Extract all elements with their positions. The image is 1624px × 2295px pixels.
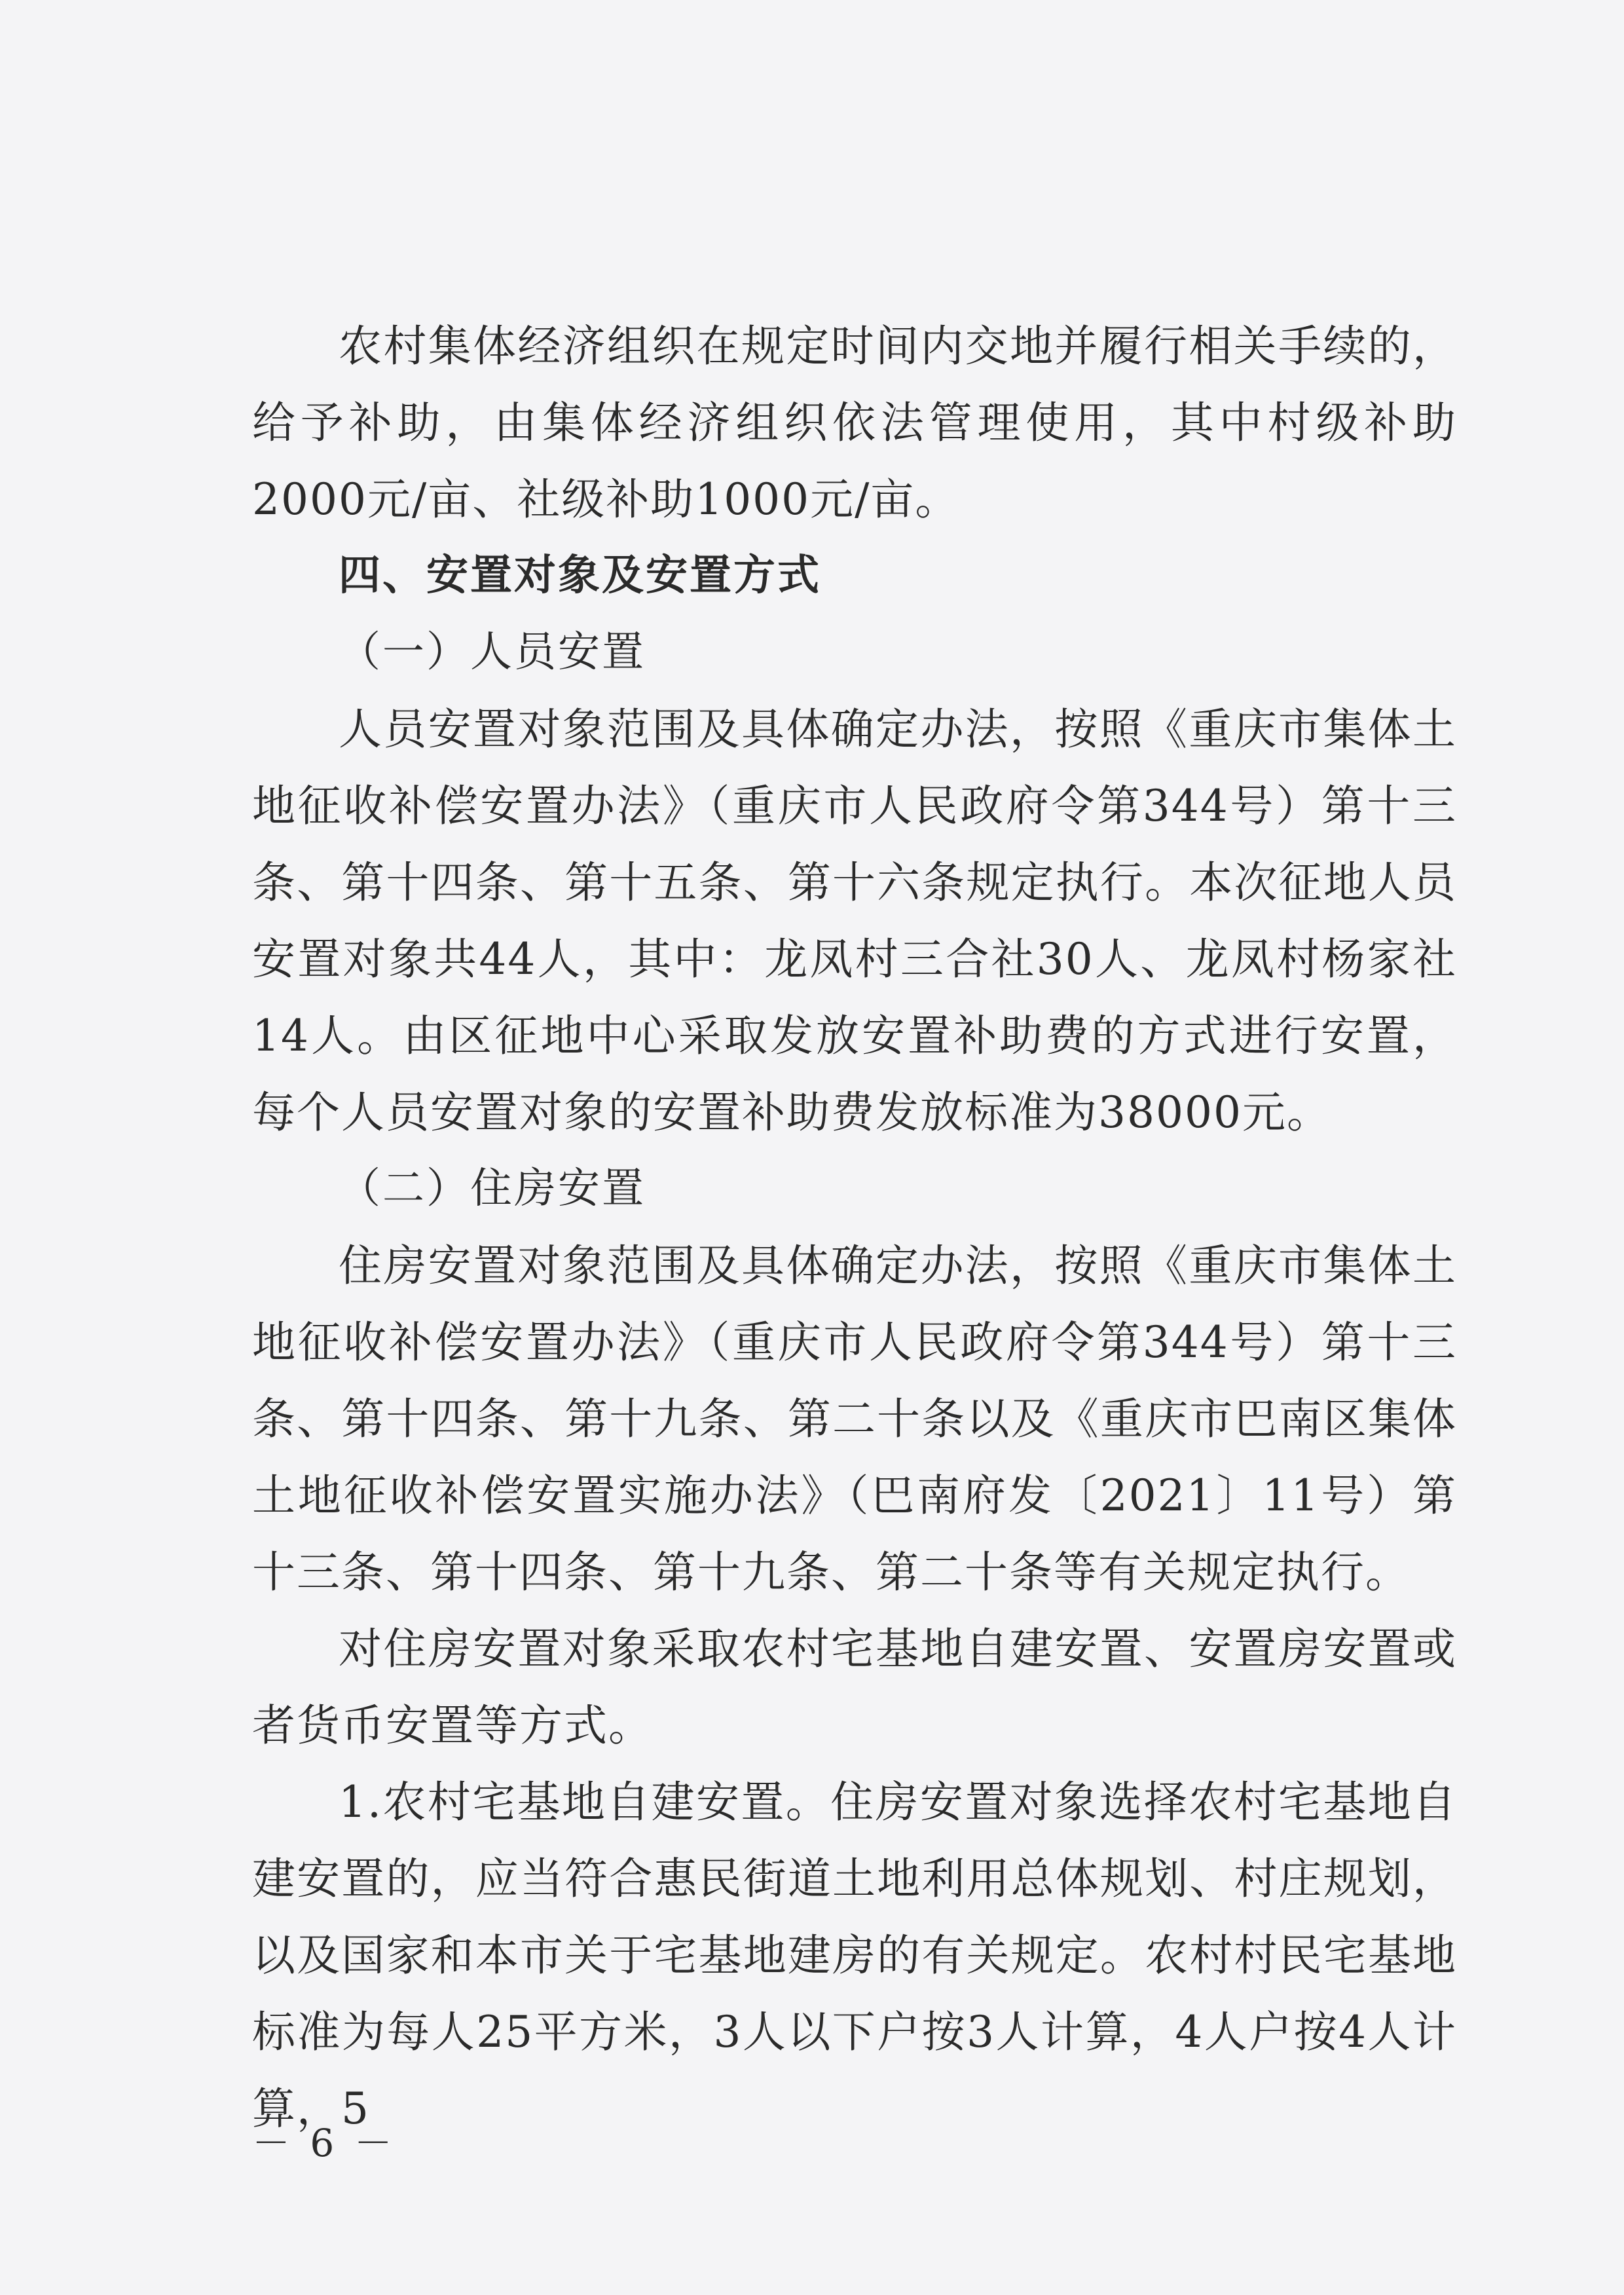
subheading-housing: （二）住房安置: [339, 1165, 646, 1213]
document-body: [252, 308, 1457, 2147]
section-heading-resettlement: 四、安置对象及安置方式: [339, 551, 821, 600]
paragraph-personnel: 人员安置对象范围及具体确定办法，按照《重庆市集体土地征收补偿安置办法》（重庆市人民政府令第344号）第十三条、第十四条、第十五条、第十六条规定执行。本次征地人员安置对象共44人，其中：龙凤村三合社30人、龙凤村杨家社14人。由区征地中心采取发放安置补助费的方式进行安置，每个人员安置对象的安置补助费发放标准为38000元。: [252, 704, 1457, 1138]
subheading-personnel: （一）人员安置: [339, 628, 646, 677]
page-number: － 6 －: [252, 2121, 396, 2165]
paragraph-housing-methods: 对住房安置对象采取农村宅基地自建安置、安置房安置或者货币安置等方式。: [252, 1624, 1457, 1751]
paragraph-homestead: 1.农村宅基地自建安置。住房安置对象选择农村宅基地自建安置的，应当符合惠民街道土地利用总体规划、村庄规划，以及国家和本市关于宅基地建房的有关规定。农村村民宅基地标准为每人25平方米，3人以下户按3人计算，4人户按4人计算，5: [252, 1777, 1457, 2134]
paragraph-subsidy: 农村集体经济组织在规定时间内交地并履行相关手续的，给予补助，由集体经济组织依法管理使用，其中村级补助2000元/亩、社级补助1000元/亩。: [252, 321, 1457, 525]
paragraph-housing-scope: 住房安置对象范围及具体确定办法，按照《重庆市集体土地征收补偿安置办法》（重庆市人民政府令第344号）第十三条、第十四条、第十九条、第二十条以及《重庆市巴南区集体土地征收补偿安置实施办法》（巴南府发〔2021〕11号）第十三条、第十四条、第十九条、第二十条等有关规定执行。: [252, 1241, 1457, 1597]
